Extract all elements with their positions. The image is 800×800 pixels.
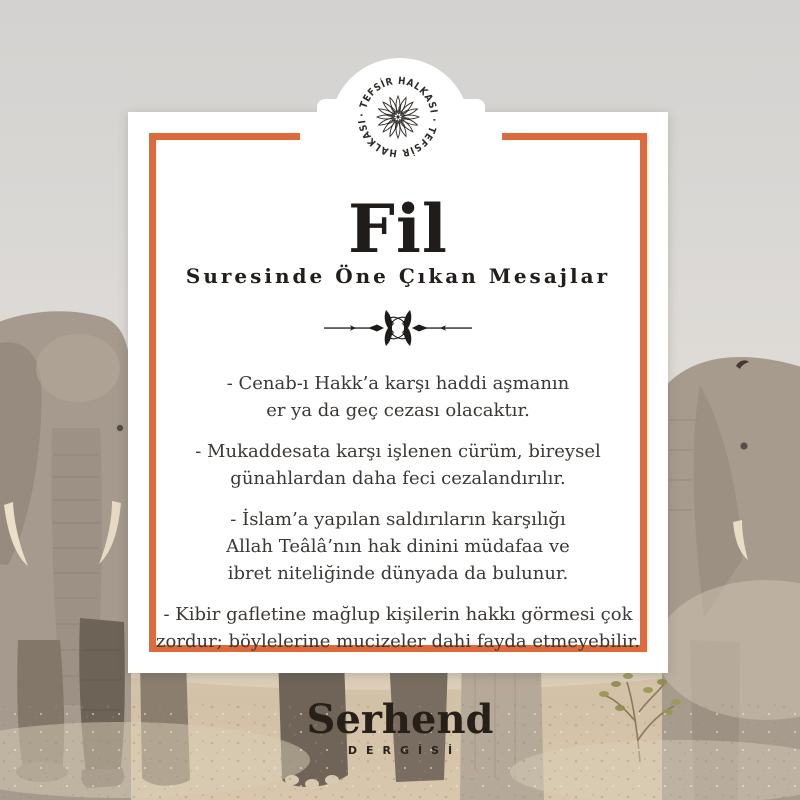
surah-subtitle: Suresinde Öne Çıkan Mesajlar: [185, 264, 611, 288]
elephant-eye: [740, 442, 747, 449]
divider-ornament-icon: [320, 309, 476, 347]
badge-circular-text: · TEFSİR HALKASI · TEFSİR HALKASI: [356, 75, 440, 159]
message-item: - Kibir gafletine mağlup kişilerin hakkı görmesi çok zordur; böylelerine mucizeler dahi fayda etmeyebilir.: [156, 604, 640, 652]
mandala-rosette-icon: [377, 96, 419, 138]
tefsir-halkasi-badge: [336, 55, 460, 179]
surah-title: Fil: [347, 190, 448, 268]
brand-sub-label: DERGİSİ: [347, 744, 462, 757]
elephant-eye: [117, 425, 123, 431]
message-list: [150, 370, 646, 669]
message-item: - Mukaddesata karşı işlenen cürüm, bireysel günahlardan daha feci cezalandırılır.: [195, 441, 601, 489]
message-item: - İslam’a yapılan saldırıların karşılığı Allah Teâlâ’nın hak dinini müdafaa ve ibret niteliğinde dünyada da bulunur.: [226, 509, 570, 584]
brand-logo: Serhend: [306, 696, 494, 743]
quote-card: [128, 112, 668, 673]
footer-brand: [0, 696, 800, 757]
message-item: - Cenab-ı Hakk’a karşı haddi aşmanın er ya da geç cezası olacaktır.: [226, 373, 570, 421]
